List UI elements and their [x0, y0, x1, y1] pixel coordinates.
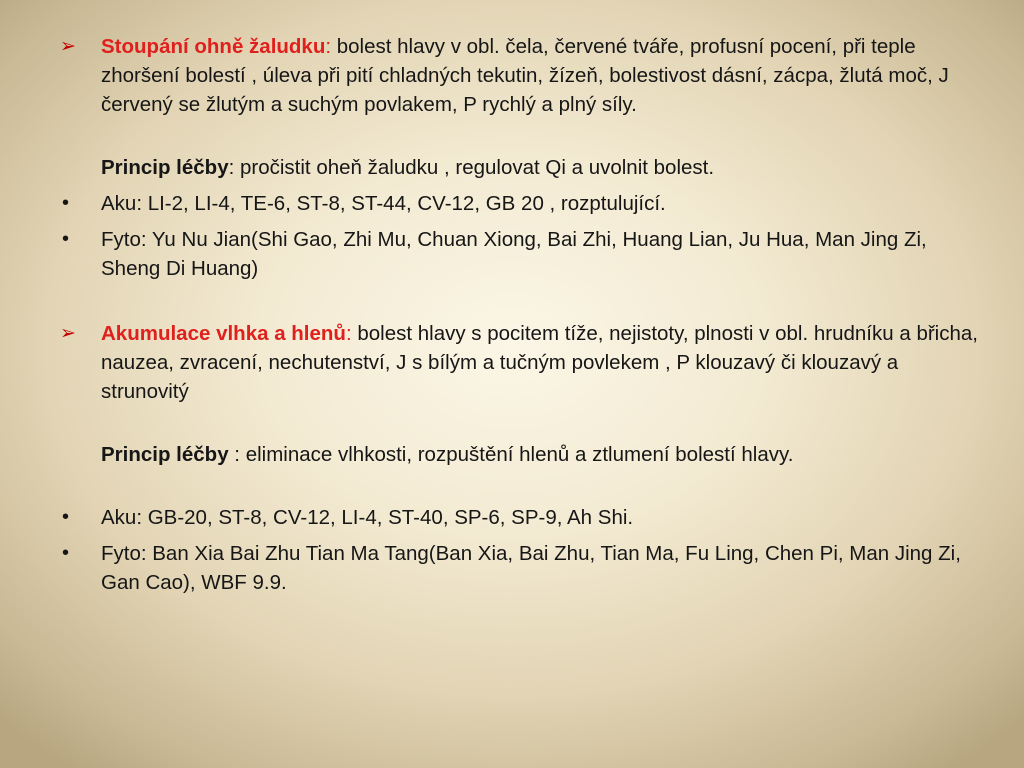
- bullet-dot-icon: •: [62, 192, 70, 214]
- bullet-dot-icon: •: [62, 506, 70, 528]
- section-description: bolest hlavy v obl. čela, červené tváře, profusní pocení, při teple zhoršení bolestí , úleva při pití chladných tekutin, žízeň, bolestivost dásní, zácpa, žlutá moč, J červený se žlutým a suchým povlakem, P rychlý a plný síly.: [101, 35, 949, 116]
- list-item-phyto: [58, 225, 978, 283]
- bullet-dot-icon: •: [62, 542, 70, 564]
- principle-text: : eliminace vlhkosti, rozpuštění hlenů a ztlumení bolestí hlavy.: [228, 443, 794, 466]
- section-title-colon: :: [345, 322, 352, 345]
- principle-label: Princip léčby: [101, 443, 229, 466]
- section-dampness-phlegm: [58, 319, 978, 406]
- list-item-phyto: [58, 539, 978, 597]
- list-item-text: Fyto: Yu Nu Jian(Shi Gao, Zhi Mu, Chuan Xiong, Bai Zhi, Huang Lian, Ju Hua, Man Jing Zi, Sheng Di Huang): [101, 228, 927, 280]
- list-item-acupuncture: [58, 189, 978, 218]
- section-title-colon: :: [325, 35, 332, 58]
- treatment-principle: [58, 440, 978, 469]
- section-title: Akumulace vlhka a hlenů: [101, 322, 346, 345]
- principle-text: : pročistit oheň žaludku , regulovat Qi a uvolnit bolest.: [228, 156, 715, 179]
- list-item-acupuncture: [58, 503, 978, 532]
- section-description: bolest hlavy s pocitem tíže, nejistoty, plnosti v obl. hrudníku a břicha, nauzea, zvracení, nechutenství, J s bílým a tučným povlekem , P klouzavý či klouzavý a strunovitý: [101, 322, 978, 403]
- slide-content: [58, 32, 978, 597]
- treatment-principle: [58, 153, 978, 182]
- list-item-text: Fyto: Ban Xia Bai Zhu Tian Ma Tang(Ban Xia, Bai Zhu, Tian Ma, Fu Ling, Chen Pi, Man Jing Zi, Gan Cao), WBF 9.9.: [101, 542, 961, 594]
- list-item-text: Aku: GB-20, ST-8, CV-12, LI-4, ST-40, SP-6, SP-9, Ah Shi.: [101, 506, 634, 529]
- bullet-dot-icon: •: [62, 228, 70, 250]
- list-item-text: Aku: LI-2, LI-4, TE-6, ST-8, ST-44, CV-12, GB 20 , rozptulující.: [101, 192, 666, 215]
- section-title: Stoupání ohně žaludku: [101, 35, 326, 58]
- arrow-bullet-icon: ➢: [60, 323, 76, 344]
- arrow-bullet-icon: ➢: [60, 36, 76, 57]
- principle-label: Princip léčby: [101, 156, 229, 179]
- section-stomach-fire: [58, 32, 978, 119]
